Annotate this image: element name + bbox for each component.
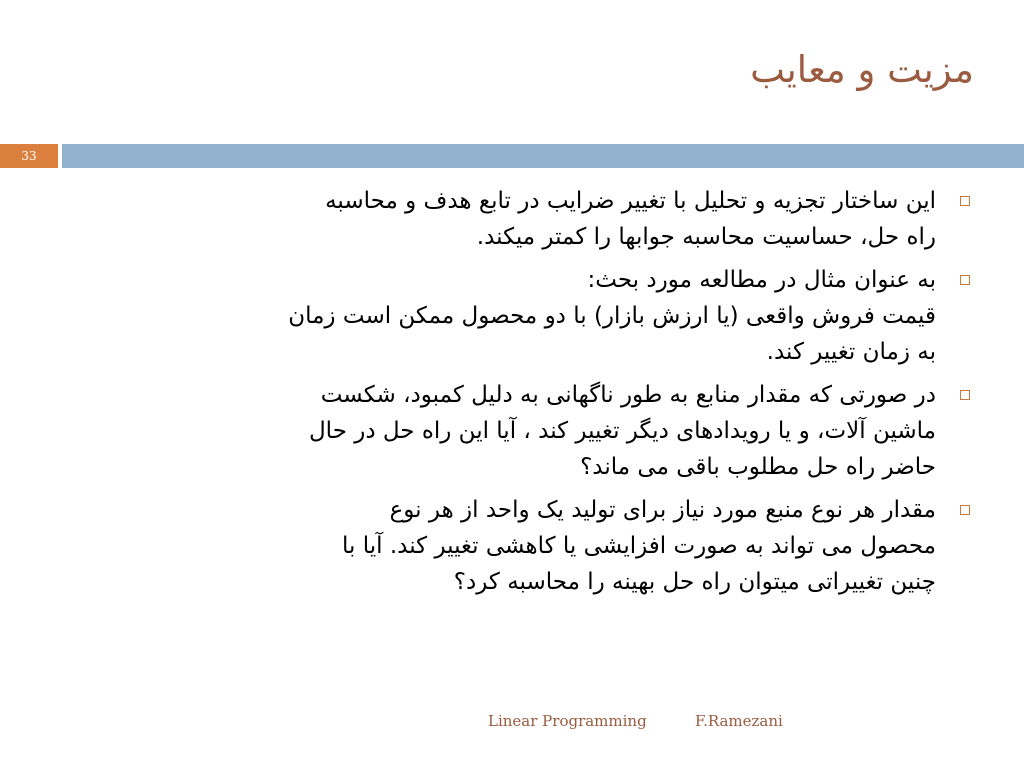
footer-course-label: Linear Programming bbox=[488, 712, 647, 730]
bullet-text: این ساختار تجزیه و تحلیل با تغییر ضرایب در تابع هدف و محاسبه راه حل، حساسیت محاسبه جوابها را کمتر میکند. bbox=[325, 188, 936, 250]
square-bullet-icon bbox=[960, 390, 970, 400]
bullet-text: به عنوان مثال در مطالعه مورد بحث: قیمت فروش واقعی (یا ارزش بازار) با دو محصول ممکن است زمان به زمان تغییر کند. bbox=[288, 267, 936, 365]
square-bullet-icon bbox=[960, 275, 970, 285]
square-bullet-icon bbox=[960, 196, 970, 206]
slide-title: مزیت و معایب bbox=[750, 48, 974, 91]
bullet-list bbox=[74, 183, 978, 607]
slide-number-badge: 33 bbox=[0, 144, 58, 168]
square-bullet-icon bbox=[960, 505, 970, 515]
bullet-item bbox=[74, 492, 978, 600]
bullet-item bbox=[74, 183, 978, 255]
footer-author-label: F.Ramezani bbox=[695, 712, 783, 730]
bullet-text: در صورتی که مقدار منابع به طور ناگهانی به دلیل کمبود، شکست ماشین آلات، و یا رویدادهای دیگر تغییر کند ، آیا این راه حل در حال حاضر راه حل مطلوب باقی می ماند؟ bbox=[308, 382, 936, 480]
bullet-item bbox=[74, 262, 978, 370]
title-divider-bar bbox=[62, 144, 1024, 168]
bullet-text: مقدار هر نوع منبع مورد نیاز برای تولید یک واحد از هر نوع محصول می تواند به صورت افزایشی یا کاهشی تغییر کند. آیا با چنین تغییراتی میتوان راه حل بهینه را محاسبه کرد؟ bbox=[342, 497, 936, 595]
bullet-item bbox=[74, 377, 978, 485]
